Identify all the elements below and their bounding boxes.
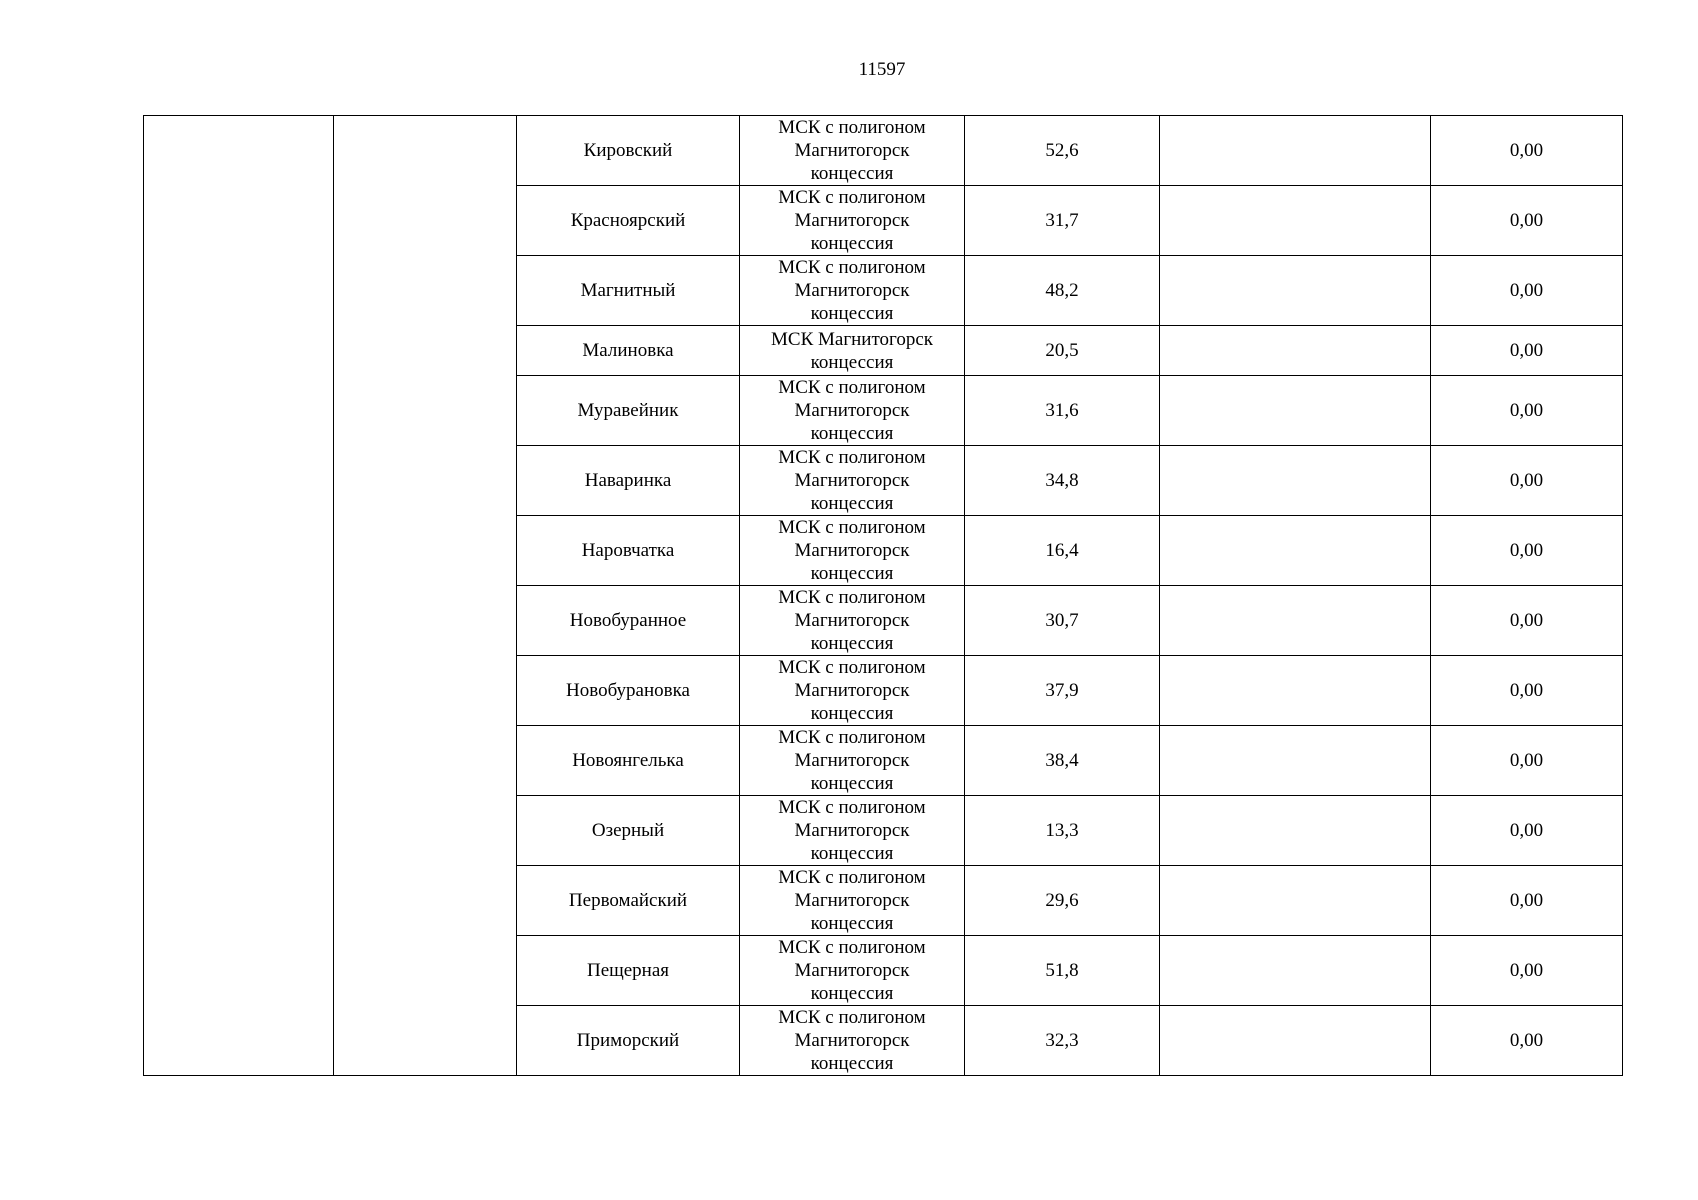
amount-cell: 0,00 [1431, 586, 1623, 656]
empty-cell [1160, 726, 1431, 796]
amount-cell: 0,00 [1431, 796, 1623, 866]
settlement-cell: Малиновка [517, 326, 740, 376]
settlement-cell: Пещерная [517, 936, 740, 1006]
operator-cell [740, 586, 965, 656]
operator-text: МСК с полигоном Магнитогорск концессия [778, 797, 926, 864]
empty-cell [1160, 796, 1431, 866]
operator-text: МСК с полигоном Магнитогорск концессия [778, 257, 926, 324]
operator-cell [740, 1006, 965, 1076]
empty-cell [1160, 376, 1431, 446]
settlement-cell: Красноярский [517, 186, 740, 256]
value-cell: 34,8 [965, 446, 1160, 516]
amount-cell: 0,00 [1431, 1006, 1623, 1076]
operator-text: МСК с полигоном Магнитогорск концессия [778, 187, 926, 254]
operator-cell [740, 656, 965, 726]
settlement-cell: Новобуранное [517, 586, 740, 656]
settlement-cell: Магнитный [517, 256, 740, 326]
empty-cell [1160, 866, 1431, 936]
merged-municipality-cell [334, 116, 517, 1076]
settlement-cell: Муравейник [517, 376, 740, 446]
operator-cell [740, 326, 965, 376]
operator-cell [740, 446, 965, 516]
operator-text: МСК с полигоном Магнитогорск концессия [778, 937, 926, 1004]
settlement-cell: Первомайский [517, 866, 740, 936]
operator-text: МСК с полигоном Магнитогорск концессия [778, 587, 926, 654]
amount-cell: 0,00 [1431, 656, 1623, 726]
amount-cell: 0,00 [1431, 446, 1623, 516]
operator-cell [740, 186, 965, 256]
value-cell: 31,7 [965, 186, 1160, 256]
operator-cell [740, 936, 965, 1006]
table-row [144, 116, 1623, 186]
value-cell: 48,2 [965, 256, 1160, 326]
operator-text: МСК с полигоном Магнитогорск концессия [778, 377, 926, 444]
operator-text: МСК с полигоном Магнитогорск концессия [778, 447, 926, 514]
value-cell: 13,3 [965, 796, 1160, 866]
empty-cell [1160, 186, 1431, 256]
value-cell: 37,9 [965, 656, 1160, 726]
settlement-cell: Кировский [517, 116, 740, 186]
operator-cell [740, 866, 965, 936]
operator-cell [740, 796, 965, 866]
operator-text: МСК с полигоном Магнитогорск концессия [778, 657, 926, 724]
operator-cell [740, 116, 965, 186]
empty-cell [1160, 586, 1431, 656]
operator-text: МСК с полигоном Магнитогорск концессия [778, 517, 926, 584]
amount-cell: 0,00 [1431, 186, 1623, 256]
value-cell: 30,7 [965, 586, 1160, 656]
amount-cell: 0,00 [1431, 326, 1623, 376]
amount-cell: 0,00 [1431, 376, 1623, 446]
amount-cell: 0,00 [1431, 936, 1623, 1006]
operator-cell [740, 516, 965, 586]
settlement-cell: Новобурановка [517, 656, 740, 726]
operator-text: МСК с полигоном Магнитогорск концессия [778, 117, 926, 184]
settlement-cell: Наровчатка [517, 516, 740, 586]
value-cell: 38,4 [965, 726, 1160, 796]
empty-cell [1160, 326, 1431, 376]
value-cell: 16,4 [965, 516, 1160, 586]
value-cell: 31,6 [965, 376, 1160, 446]
amount-cell: 0,00 [1431, 516, 1623, 586]
amount-cell: 0,00 [1431, 866, 1623, 936]
operator-cell [740, 376, 965, 446]
value-cell: 52,6 [965, 116, 1160, 186]
amount-cell: 0,00 [1431, 726, 1623, 796]
amount-cell: 0,00 [1431, 116, 1623, 186]
operator-cell [740, 726, 965, 796]
operator-cell [740, 256, 965, 326]
empty-cell [1160, 656, 1431, 726]
settlement-cell: Озерный [517, 796, 740, 866]
table-body [144, 116, 1623, 1076]
operator-text: МСК Магнитогорск концессия [771, 328, 933, 373]
settlement-cell: Приморский [517, 1006, 740, 1076]
merged-region-cell [144, 116, 334, 1076]
settlement-cell: Наваринка [517, 446, 740, 516]
operator-text: МСК с полигоном Магнитогорск концессия [778, 727, 926, 794]
amount-cell: 0,00 [1431, 256, 1623, 326]
empty-cell [1160, 516, 1431, 586]
empty-cell [1160, 116, 1431, 186]
value-cell: 51,8 [965, 936, 1160, 1006]
value-cell: 32,3 [965, 1006, 1160, 1076]
value-cell: 20,5 [965, 326, 1160, 376]
settlement-cell: Новоянгелька [517, 726, 740, 796]
page-number: 11597 [858, 59, 906, 80]
settlements-table [143, 115, 1623, 1076]
operator-text: МСК с полигоном Магнитогорск концессия [778, 867, 926, 934]
empty-cell [1160, 936, 1431, 1006]
empty-cell [1160, 256, 1431, 326]
empty-cell [1160, 1006, 1431, 1076]
operator-text: МСК с полигоном Магнитогорск концессия [778, 1007, 926, 1074]
value-cell: 29,6 [965, 866, 1160, 936]
empty-cell [1160, 446, 1431, 516]
